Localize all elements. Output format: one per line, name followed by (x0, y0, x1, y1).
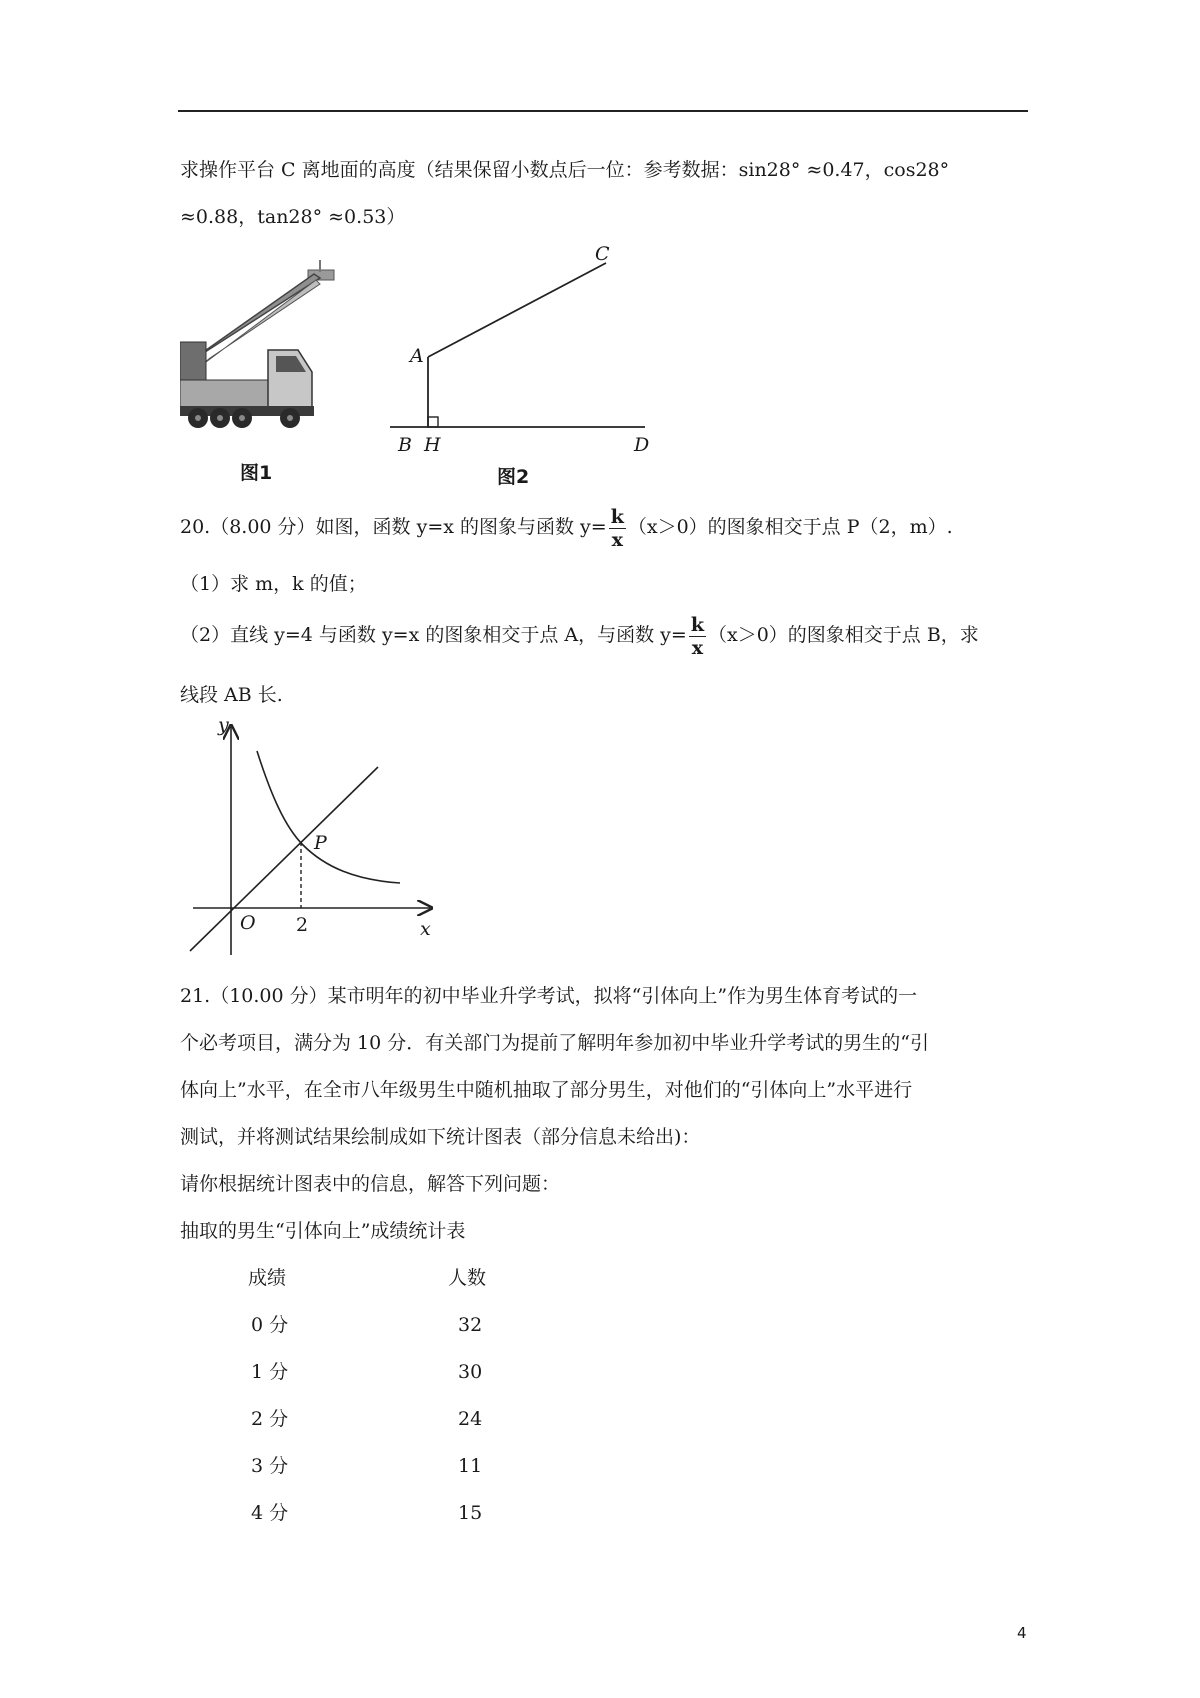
y-axis-label: y (218, 714, 229, 736)
point-b-label: B (398, 434, 412, 456)
q21-line2: 个必考项目，满分为 10 分．有关部门为提前了解明年参加初中毕业升学考试的男生的“引 (180, 1032, 929, 1054)
table-header-count: 人数 (448, 1267, 487, 1289)
table-cell-count: 11 (458, 1455, 483, 1477)
origin-label: O (240, 912, 256, 934)
q20-part2-tail: （x＞0）的图象相交于点 B，求 (708, 624, 979, 646)
fig1-label: 图1 (240, 462, 273, 484)
line-y-eq-x (190, 767, 378, 951)
point-d-label: D (634, 434, 650, 456)
point-c-label: C (595, 243, 610, 265)
page-number: 4 (1017, 1624, 1027, 1642)
q20-head-tail: （x＞0）的图象相交于点 P（2，m）. (627, 516, 953, 538)
table-cell-score: 3 分 (251, 1455, 289, 1477)
table-cell-count: 32 (458, 1314, 483, 1336)
table-cell-score: 1 分 (251, 1361, 289, 1383)
q20-head: 20.（8.00 分）如图，函数 y=x 的图象与函数 y= (180, 516, 607, 538)
header-rule (178, 110, 1028, 112)
table-title: 抽取的男生“引体向上”成绩统计表 (180, 1220, 466, 1242)
right-angle-mark (428, 417, 438, 427)
q21-line3: 体向上”水平，在全市八年级男生中随机抽取了部分男生，对他们的“引体向上”水平进行 (180, 1079, 913, 1101)
q20-part2-head: （2）直线 y=4 与函数 y=x 的图象相交于点 A，与函数 y= (180, 624, 687, 646)
q20-part2-line2: 线段 AB 长. (180, 684, 283, 706)
table-header-score: 成绩 (248, 1267, 287, 1289)
table-cell-count: 24 (458, 1408, 483, 1430)
crane-truck-figure (180, 250, 360, 455)
line-ac (428, 263, 606, 357)
q21-line4: 测试，并将测试结果绘制成如下统计图表（部分信息未给出)： (180, 1126, 701, 1148)
q19-text-line1: 求操作平台 C 离地面的高度（结果保留小数点后一位：参考数据：sin28° ≈0.47，cos28° (180, 159, 950, 181)
fig2-label: 图2 (497, 466, 530, 488)
table-cell-score: 0 分 (251, 1314, 289, 1336)
table-cell-count: 30 (458, 1361, 483, 1383)
frac-num-2: k (690, 613, 704, 636)
point-h-label: H (424, 434, 441, 456)
q21-line1: 21.（10.00 分）某市明年的初中毕业升学考试，拟将“引体向上”作为男生体育考试的一 (180, 985, 918, 1007)
fraction-k-over-x-2 (689, 614, 706, 659)
q20-part1: （1）求 m，k 的值； (180, 573, 367, 595)
table-cell-score: 2 分 (251, 1408, 289, 1430)
point-p-label: P (314, 832, 327, 854)
frac-den-2: x (691, 636, 704, 659)
frac-num: k (610, 505, 624, 528)
table-cell-count: 15 (458, 1502, 483, 1524)
q20-part2 (180, 610, 979, 660)
table-cell-score: 4 分 (251, 1502, 289, 1524)
q19-text-line2: ≈0.88，tan28° ≈0.53） (180, 206, 406, 228)
frac-den: x (611, 528, 623, 551)
q20-question (180, 502, 953, 552)
x-axis-label: x (420, 918, 431, 940)
tick-2-label: 2 (296, 914, 309, 936)
geometry-figure-2 (390, 240, 660, 455)
hyperbola-curve (257, 751, 400, 883)
fraction-k-over-x (609, 506, 626, 551)
point-a-label: A (410, 345, 424, 367)
q21-line5: 请你根据统计图表中的信息，解答下列问题： (180, 1173, 561, 1195)
